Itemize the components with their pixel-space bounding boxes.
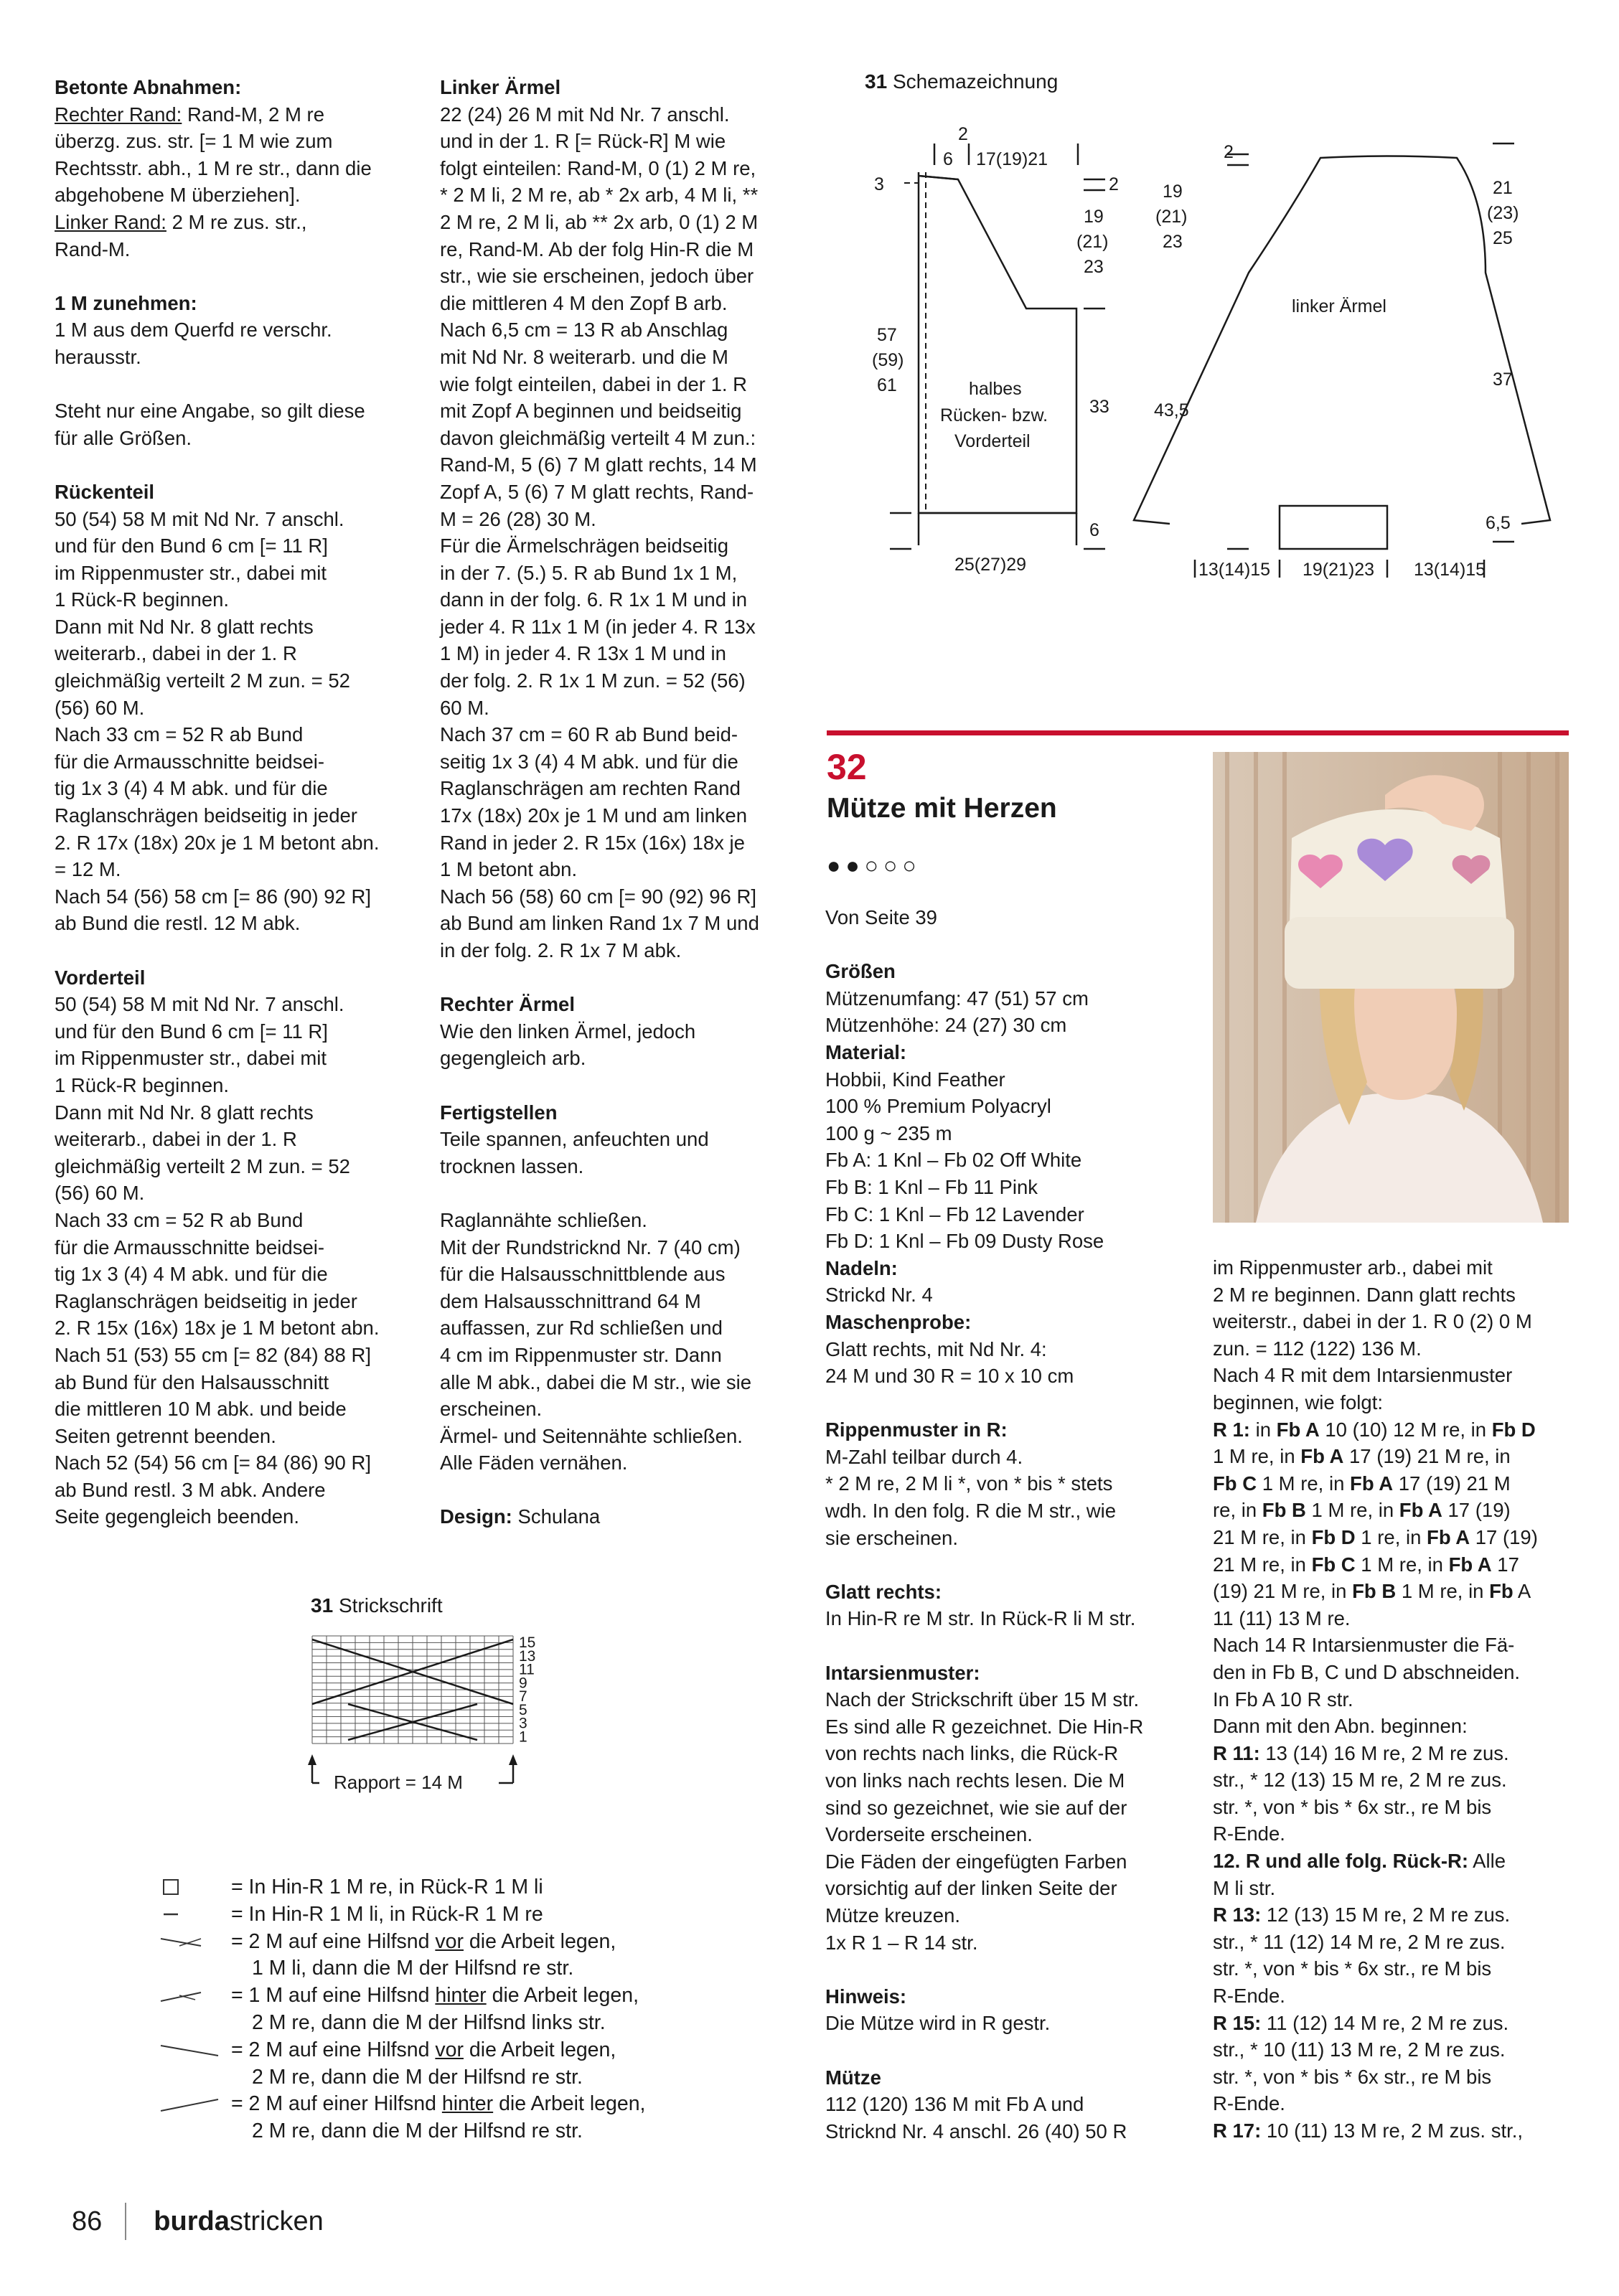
text-line bbox=[55, 451, 406, 479]
text-line bbox=[825, 1632, 1177, 1660]
text-line bbox=[825, 1956, 1177, 1983]
text-line: Die Fäden der eingefügten Farben bbox=[825, 1850, 1127, 1873]
text-line: Glatt rechts: bbox=[825, 1580, 942, 1603]
brand-rest: stricken bbox=[229, 2206, 324, 2236]
svg-text:halbes: halbes bbox=[969, 379, 1022, 399]
svg-text:2: 2 bbox=[958, 124, 968, 144]
text-line: 100 % Premium Polyacryl bbox=[825, 1095, 1051, 1118]
text-line: str., * 10 (11) 13 M re, 2 M re zus. bbox=[1213, 2038, 1506, 2061]
text-line: überzg. zus. str. [= 1 M wie zum bbox=[55, 130, 333, 153]
text-line: ab Bund restl. 3 M abk. Andere bbox=[55, 1478, 326, 1501]
svg-text:19: 19 bbox=[1084, 207, 1104, 227]
text-line: Linker Rand: 2 M re zus. str., bbox=[55, 210, 307, 233]
cross-back-1-2-icon bbox=[158, 1982, 222, 2009]
text-line: folgt einteilen: Rand-M, 0 (1) 2 M re, bbox=[440, 156, 756, 179]
text-line: 22 (24) 26 M mit Nd Nr. 7 anschl. bbox=[440, 103, 730, 126]
text-line: str. *, von * bis * 6x str., re M bis bbox=[1213, 1957, 1492, 1980]
text-line: mit Nd Nr. 8 weiterarb. und die M bbox=[440, 345, 728, 368]
svg-text:23: 23 bbox=[1084, 257, 1104, 277]
text-line: die mittleren 10 M abk. und beide bbox=[55, 1398, 347, 1421]
text-line: Maschenprobe: bbox=[825, 1310, 972, 1333]
text-line: Nach 37 cm = 60 R ab Bund beid- bbox=[440, 723, 738, 746]
text-line: dem Halsausschnittrand 64 M bbox=[440, 1289, 701, 1312]
text-line: davon gleichmäßig verteilt 4 M zun.: bbox=[440, 426, 756, 449]
svg-text:13(14)15: 13(14)15 bbox=[1414, 560, 1486, 580]
text-line: Mütze kreuzen. bbox=[825, 1904, 961, 1926]
svg-text:6: 6 bbox=[1089, 520, 1099, 540]
text-line: 2 M re, 2 M li, ab ** 2x arb, 0 (1) 2 M bbox=[440, 210, 759, 233]
legend-line: 2 M re, dann die M der Hilfsnd re str. bbox=[252, 2065, 583, 2089]
empty-dot-icon: ○ bbox=[902, 852, 921, 878]
text-line: Für die Ärmelschrägen beidseitig bbox=[440, 535, 728, 557]
text-line: Glatt rechts, mit Nd Nr. 4: bbox=[825, 1337, 1047, 1360]
svg-text:21: 21 bbox=[1493, 178, 1513, 198]
text-line: Intarsienmuster: bbox=[825, 1661, 980, 1684]
text-line: In Hin-R re M str. In Rück-R li M str. bbox=[825, 1607, 1136, 1630]
text-line: 1 M zunehmen: bbox=[55, 291, 197, 314]
section-number: 32 bbox=[827, 747, 867, 787]
text-line: = 12 M. bbox=[55, 858, 121, 881]
text-line: R-Ende. bbox=[1213, 1822, 1285, 1845]
text-line: Rand in jeder 2. R 15x (16x) 18x je bbox=[440, 831, 745, 854]
text-line: re, in Fb B 1 M re, in Fb A 17 (19) bbox=[1213, 1499, 1511, 1522]
text-line bbox=[825, 1390, 1177, 1417]
text-line: Seite gegengleich beenden. bbox=[55, 1505, 299, 1528]
text-line: Nach 33 cm = 52 R ab Bund bbox=[55, 723, 304, 746]
text-line bbox=[440, 1072, 792, 1099]
text-line: str., wie sie erscheinen, jedoch über bbox=[440, 265, 754, 288]
text-line: Fb C: 1 Knl – Fb 12 Lavender bbox=[825, 1203, 1084, 1225]
text-line: Nach 54 (56) 58 cm [= 86 (90) 92 R] bbox=[55, 885, 371, 908]
text-line: Nach 4 R mit dem Intarsienmuster bbox=[1213, 1364, 1513, 1387]
text-line: Steht nur eine Angabe, so gilt diese bbox=[55, 400, 365, 423]
text-line: 50 (54) 58 M mit Nd Nr. 7 anschl. bbox=[55, 507, 344, 530]
text-line: Mütze bbox=[825, 2066, 881, 2089]
legend-line: 1 M li, dann die M der Hilfsnd re str. bbox=[252, 1957, 574, 1980]
text-line: R-Ende. bbox=[1213, 2092, 1285, 2115]
page-number: 86 bbox=[72, 2206, 103, 2236]
text-line: dann in der folg. 6. R 1x 1 M und in bbox=[440, 588, 748, 611]
text-line: 1 M re, in Fb A 17 (19) 21 M re, in bbox=[1213, 1445, 1511, 1468]
text-line: tig 1x 3 (4) 4 M abk. und für die bbox=[55, 1263, 328, 1286]
svg-text:3: 3 bbox=[874, 174, 884, 194]
text-line: 11 (11) 13 M re. bbox=[1213, 1606, 1351, 1629]
text-line: R 1: in Fb A 10 (10) 12 M re, in Fb D bbox=[1213, 1418, 1536, 1441]
chart-row-label: 13 bbox=[519, 1647, 536, 1665]
text-line: Material: bbox=[825, 1040, 907, 1063]
text-line: M li str. bbox=[1213, 1876, 1276, 1899]
text-line: Nach 52 (54) 56 cm [= 84 (86) 90 R] bbox=[55, 1452, 371, 1474]
empty-dot-icon: ○ bbox=[883, 852, 903, 878]
text-line: Rand-M. bbox=[55, 237, 131, 260]
text-line: Nach 14 R Intarsienmuster die Fä- bbox=[1213, 1634, 1515, 1657]
chart-title: 31 Strickschrift bbox=[311, 1594, 443, 1617]
text-line: re, Rand-M. Ab der folg Hin-R die M bbox=[440, 237, 754, 260]
text-line: Teile spannen, anfeuchten und bbox=[440, 1128, 709, 1151]
svg-text:linker Ärmel: linker Ärmel bbox=[1292, 296, 1386, 316]
filled-dot-icon: ● bbox=[845, 852, 865, 878]
text-line: In Fb A 10 R str. bbox=[1213, 1688, 1353, 1711]
text-line: gleichmäßig verteilt 2 M zun. = 52 bbox=[55, 669, 350, 692]
text-line: Raglannähte schließen. bbox=[440, 1208, 647, 1231]
text-line: str., * 12 (13) 15 M re, 2 M re zus. bbox=[1213, 1769, 1507, 1792]
page-footer bbox=[72, 2203, 324, 2240]
svg-text:6: 6 bbox=[943, 149, 953, 169]
text-line: Rückenteil bbox=[55, 480, 155, 503]
text-line: 1 Rück-R beginnen. bbox=[55, 588, 230, 611]
text-line: str. *, von * bis * 6x str., re M bis bbox=[1213, 2065, 1492, 2088]
legend-line: 2 M re, dann die M der Hilfsnd re str. bbox=[252, 2119, 583, 2143]
cross-front-2-1-icon bbox=[158, 1929, 222, 1955]
text-line: 112 (120) 136 M mit Fb A und bbox=[825, 2093, 1084, 2116]
column-1 bbox=[55, 74, 406, 1530]
text-line: alle M abk., dabei die M str., wie sie bbox=[440, 1370, 752, 1393]
text-line: und für den Bund 6 cm [= 11 R] bbox=[55, 1020, 328, 1043]
text-line: in der 7. (5.) 5. R ab Bund 1x 1 M, bbox=[440, 561, 738, 584]
text-line bbox=[440, 1180, 792, 1207]
text-line: Alle Fäden vernähen. bbox=[440, 1452, 628, 1474]
filled-dot-icon: ● bbox=[827, 852, 846, 878]
svg-text:6,5: 6,5 bbox=[1486, 513, 1511, 533]
chart-row-label: 7 bbox=[519, 1688, 527, 1705]
text-line: 2. R 15x (16x) 18x je 1 M betont abn. bbox=[55, 1317, 380, 1340]
section-title: Mütze mit Herzen bbox=[827, 793, 1057, 824]
knitting-chart bbox=[305, 1625, 549, 1797]
svg-text:13(14)15: 13(14)15 bbox=[1198, 560, 1271, 580]
svg-text:61: 61 bbox=[877, 375, 897, 395]
text-line: R-Ende. bbox=[1213, 1985, 1285, 2008]
text-line: R 13: 12 (13) 15 M re, 2 M re zus. bbox=[1213, 1904, 1511, 1926]
svg-text:37: 37 bbox=[1493, 370, 1513, 390]
text-line: str. *, von * bis * 6x str., re M bis bbox=[1213, 1795, 1492, 1818]
svg-text:19: 19 bbox=[1163, 182, 1183, 202]
chart-row-label: 9 bbox=[519, 1675, 527, 1692]
text-line: Fb D: 1 Knl – Fb 09 Dusty Rose bbox=[825, 1230, 1104, 1253]
legend-line: = 2 M auf eine Hilfsnd vor die Arbeit legen, bbox=[158, 1929, 732, 1956]
text-line: den in Fb B, C und D abschneiden. bbox=[1213, 1660, 1521, 1683]
svg-text:2: 2 bbox=[1109, 174, 1119, 194]
svg-text:19(21)23: 19(21)23 bbox=[1303, 560, 1375, 580]
square-icon bbox=[158, 1874, 222, 1901]
text-line: R 17: 10 (11) 13 M re, 2 M zus. str., bbox=[1213, 2119, 1524, 2142]
chart-row-label: 5 bbox=[519, 1701, 527, 1718]
text-line: Fb C 1 M re, in Fb A 17 (19) 21 M bbox=[1213, 1472, 1511, 1495]
text-line: vorsichtig auf der linken Seite der bbox=[825, 1877, 1117, 1900]
text-line: Dann mit Nd Nr. 8 glatt rechts bbox=[55, 1101, 314, 1124]
text-line: Seiten getrennt beenden. bbox=[55, 1424, 276, 1447]
text-line: Mützenhöhe: 24 (27) 30 cm bbox=[825, 1014, 1067, 1037]
text-line: Nach 6,5 cm = 13 R ab Anschlag bbox=[440, 319, 728, 342]
text-line: M-Zahl teilbar durch 4. bbox=[825, 1445, 1023, 1468]
chart-row-label: 15 bbox=[519, 1634, 536, 1651]
svg-text:(23): (23) bbox=[1487, 203, 1519, 223]
svg-text:(59): (59) bbox=[872, 350, 904, 370]
text-line: ab Bund am linken Rand 1x 7 M und bbox=[440, 912, 759, 935]
text-line: in der folg. 2. R 1x 7 M abk. bbox=[440, 939, 682, 961]
svg-text:Vorderteil: Vorderteil bbox=[954, 431, 1031, 451]
text-line: 1 M betont abn. bbox=[440, 858, 578, 881]
text-line: Linker Ärmel bbox=[440, 76, 561, 98]
text-line: 12. R und alle folg. Rück-R: Alle bbox=[1213, 1850, 1506, 1873]
text-line: herausstr. bbox=[55, 345, 141, 368]
model-photo bbox=[1213, 752, 1569, 1223]
column-3 bbox=[825, 904, 1177, 2145]
text-line: 100 g ~ 235 m bbox=[825, 1121, 952, 1144]
text-line: 24 M und 30 R = 10 x 10 cm bbox=[825, 1365, 1074, 1388]
text-line: und in der 1. R [= Rück-R] M wie bbox=[440, 130, 726, 153]
legend-line: = 2 M auf einer Hilfsnd hinter die Arbeit legen, bbox=[158, 2091, 732, 2118]
text-line: 2 M re beginnen. Dann glatt rechts bbox=[1213, 1283, 1516, 1306]
text-line: von rechts nach links, die Rück-R bbox=[825, 1742, 1119, 1765]
column-4 bbox=[1213, 1254, 1572, 2145]
text-line: für alle Größen. bbox=[55, 426, 192, 449]
schema-drawing bbox=[861, 100, 1579, 617]
text-line: Zopf A, 5 (6) 7 M glatt rechts, Rand- bbox=[440, 480, 754, 503]
text-line: Größen bbox=[825, 960, 896, 983]
text-line: 4 cm im Rippenmuster str. Dann bbox=[440, 1343, 722, 1366]
text-line: Ärmel- und Seitennähte schließen. bbox=[440, 1424, 743, 1447]
text-line bbox=[55, 263, 406, 290]
text-line: Mit der Rundstricknd Nr. 7 (40 cm) bbox=[440, 1236, 741, 1258]
text-line: Fb A: 1 Knl – Fb 02 Off White bbox=[825, 1149, 1082, 1172]
cross-front-2-2-icon bbox=[158, 2037, 222, 2064]
text-line bbox=[825, 1551, 1177, 1578]
text-line: trocknen lassen. bbox=[440, 1154, 584, 1177]
text-line: Raglanschrägen beidseitig in jeder bbox=[55, 804, 357, 827]
text-line bbox=[825, 931, 1177, 959]
cross-back-2-2-icon bbox=[158, 2091, 222, 2117]
text-line: beginnen, wie folgt: bbox=[1213, 1391, 1383, 1413]
text-line: wdh. In den folg. R die M str., wie bbox=[825, 1500, 1117, 1523]
chart-row-label: 11 bbox=[519, 1661, 535, 1678]
text-line: gegengleich arb. bbox=[440, 1047, 586, 1070]
svg-text:43,5: 43,5 bbox=[1154, 400, 1189, 420]
text-line: str., * 11 (12) 14 M re, 2 M re zus. bbox=[1213, 1930, 1506, 1953]
text-line: von links nach rechts lesen. Die M bbox=[825, 1769, 1125, 1792]
svg-text:23: 23 bbox=[1163, 232, 1183, 252]
svg-text:33: 33 bbox=[1089, 397, 1109, 417]
section-divider bbox=[827, 730, 1569, 735]
text-line: Raglanschrägen am rechten Rand bbox=[440, 777, 741, 800]
svg-text:(21): (21) bbox=[1076, 232, 1109, 252]
schema-title: 31 Schemazeichnung bbox=[865, 70, 1059, 93]
text-line: Nach der Strickschrift über 15 M str. bbox=[825, 1688, 1140, 1711]
text-line: tig 1x 3 (4) 4 M abk. und für die bbox=[55, 777, 328, 800]
text-line: Vorderteil bbox=[55, 966, 146, 989]
text-line: 17x (18x) 20x je 1 M und am linken bbox=[440, 804, 747, 827]
text-line: Fertigstellen bbox=[440, 1101, 558, 1124]
legend-line: = In Hin-R 1 M re, in Rück-R 1 M li bbox=[158, 1874, 732, 1901]
text-line: sie erscheinen. bbox=[825, 1526, 958, 1549]
text-line: Hobbii, Kind Feather bbox=[825, 1068, 1005, 1091]
footer-divider bbox=[125, 2203, 126, 2240]
text-line: für die Armausschnitte beidsei- bbox=[55, 750, 325, 773]
text-line: weiterarb., dabei in der 1. R bbox=[55, 1128, 297, 1151]
text-line: (19) 21 M re, in Fb B 1 M re, in Fb A bbox=[1213, 1580, 1531, 1603]
text-line: 60 M. bbox=[440, 696, 489, 719]
text-line: Nach 51 (53) 55 cm [= 82 (84) 88 R] bbox=[55, 1343, 371, 1366]
text-line: R 15: 11 (12) 14 M re, 2 M re zus. bbox=[1213, 2011, 1509, 2034]
difficulty-rating bbox=[827, 852, 921, 879]
legend-line: = In Hin-R 1 M li, in Rück-R 1 M re bbox=[158, 1901, 732, 1929]
dash-icon bbox=[158, 1901, 222, 1928]
text-line: mit Zopf A beginnen und beidseitig bbox=[440, 400, 742, 423]
text-line: Design: Schulana bbox=[440, 1505, 601, 1528]
text-line: weiterstr., dabei in der 1. R 0 (2) 0 M bbox=[1213, 1310, 1532, 1333]
legend-line: 2 M re, dann die M der Hilfsnd links str. bbox=[252, 2010, 606, 2034]
text-line: (56) 60 M. bbox=[55, 1182, 145, 1205]
text-line: Nach 56 (58) 60 cm [= 90 (92) 96 R] bbox=[440, 885, 756, 908]
legend-line: = 2 M auf eine Hilfsnd vor die Arbeit legen, bbox=[158, 2037, 732, 2064]
brand-bold: burda bbox=[154, 2206, 230, 2236]
text-line: im Rippenmuster str., dabei mit bbox=[55, 1047, 327, 1070]
text-line: jeder 4. R 11x 1 M (in jeder 4. R 13x bbox=[440, 615, 756, 638]
svg-text:57: 57 bbox=[877, 325, 897, 345]
column-2 bbox=[440, 74, 792, 1530]
text-line: Hinweis: bbox=[825, 1985, 907, 2008]
text-line: der folg. 2. R 1x 1 M zun. = 52 (56) bbox=[440, 669, 746, 692]
text-line: Rechtsstr. abh., 1 M re str., dann die bbox=[55, 156, 372, 179]
svg-text:Rücken- bzw.: Rücken- bzw. bbox=[940, 405, 1048, 425]
text-line: ab Bund die restl. 12 M abk. bbox=[55, 912, 301, 935]
text-line: Dann mit den Abn. beginnen: bbox=[1213, 1715, 1468, 1738]
text-line: für die Halsausschnittblende aus bbox=[440, 1263, 726, 1286]
text-line: die mittleren 4 M den Zopf B arb. bbox=[440, 291, 728, 314]
text-line bbox=[55, 371, 406, 398]
text-line: 50 (54) 58 M mit Nd Nr. 7 anschl. bbox=[55, 993, 344, 1016]
text-line: Rippenmuster in R: bbox=[825, 1418, 1008, 1441]
text-line: M = 26 (28) 30 M. bbox=[440, 507, 596, 530]
text-line: * 2 M li, 2 M re, ab * 2x arb, 4 M li, ** bbox=[440, 184, 759, 207]
svg-text:Rapport = 14 M: Rapport = 14 M bbox=[334, 1772, 463, 1793]
text-line bbox=[55, 937, 406, 964]
text-line: weiterarb., dabei in der 1. R bbox=[55, 642, 297, 665]
text-line: Rand-M, 5 (6) 7 M glatt rechts, 14 M bbox=[440, 453, 757, 476]
text-line: ab Bund für den Halsausschnitt bbox=[55, 1370, 329, 1393]
text-line: R 11: 13 (14) 16 M re, 2 M re zus. bbox=[1213, 1741, 1509, 1764]
text-line: Betonte Abnahmen: bbox=[55, 76, 242, 98]
text-line: 2. R 17x (18x) 20x je 1 M betont abn. bbox=[55, 831, 380, 854]
text-line: sind so gezeichnet, wie sie auf der bbox=[825, 1796, 1127, 1819]
text-line: 1x R 1 – R 14 str. bbox=[825, 1931, 978, 1954]
text-line bbox=[440, 964, 792, 992]
text-line: (56) 60 M. bbox=[55, 696, 145, 719]
svg-text:(21): (21) bbox=[1155, 207, 1188, 227]
text-line: 1 M aus dem Querfd re verschr. bbox=[55, 319, 332, 342]
text-line: und für den Bund 6 cm [= 11 R] bbox=[55, 535, 328, 557]
text-line: Wie den linken Ärmel, jedoch bbox=[440, 1020, 696, 1043]
text-line: auffassen, zur Rd schließen und bbox=[440, 1317, 723, 1340]
legend-line: = 1 M auf eine Hilfsnd hinter die Arbeit legen, bbox=[158, 1982, 732, 2010]
svg-text:17(19)21: 17(19)21 bbox=[976, 149, 1048, 169]
text-line: seitig 1x 3 (4) 4 M abk. und für die bbox=[440, 750, 738, 773]
text-line: Dann mit Nd Nr. 8 glatt rechts bbox=[55, 615, 314, 638]
empty-dot-icon: ○ bbox=[864, 852, 883, 878]
text-line: Stricknd Nr. 4 anschl. 26 (40) 50 R bbox=[825, 2119, 1127, 2142]
text-line: Es sind alle R gezeichnet. Die Hin-R bbox=[825, 1715, 1144, 1738]
text-line: Rechter Rand: Rand-M, 2 M re bbox=[55, 103, 324, 126]
text-line: Vorderseite erscheinen. bbox=[825, 1823, 1033, 1846]
text-line: wie folgt einteilen, dabei in der 1. R bbox=[440, 372, 748, 395]
text-line: Von Seite 39 bbox=[825, 906, 937, 928]
text-line: zun. = 112 (122) 136 M. bbox=[1213, 1337, 1422, 1360]
chart-legend bbox=[158, 1874, 732, 2145]
text-line: abgehobene M überziehen]. bbox=[55, 184, 301, 207]
text-line: Nach 33 cm = 52 R ab Bund bbox=[55, 1208, 304, 1231]
text-line: für die Armausschnitte beidsei- bbox=[55, 1236, 325, 1258]
chart-row-label: 3 bbox=[519, 1715, 527, 1732]
text-line: Fb B: 1 Knl – Fb 11 Pink bbox=[825, 1175, 1038, 1198]
text-line: * 2 M re, 2 M li *, von * bis * stets bbox=[825, 1472, 1113, 1495]
text-line: im Rippenmuster str., dabei mit bbox=[55, 561, 327, 584]
text-line: Rechter Ärmel bbox=[440, 993, 575, 1016]
text-line: 21 M re, in Fb C 1 M re, in Fb A 17 bbox=[1213, 1553, 1519, 1576]
text-line: gleichmäßig verteilt 2 M zun. = 52 bbox=[55, 1154, 350, 1177]
text-line: Nadeln: bbox=[825, 1256, 898, 1279]
chart-row-label: 1 bbox=[519, 1728, 527, 1746]
text-line: Raglanschrägen beidseitig in jeder bbox=[55, 1289, 357, 1312]
text-line: im Rippenmuster arb., dabei mit bbox=[1213, 1256, 1493, 1279]
text-line: 1 Rück-R beginnen. bbox=[55, 1073, 230, 1096]
text-line: erscheinen. bbox=[440, 1398, 543, 1421]
text-line: 21 M re, in Fb D 1 re, in Fb A 17 (19) bbox=[1213, 1525, 1538, 1548]
text-line bbox=[440, 1477, 792, 1504]
text-line bbox=[825, 2037, 1177, 2064]
text-line: 1 M) in jeder 4. R 13x 1 M und in bbox=[440, 642, 726, 665]
svg-text:2: 2 bbox=[1224, 142, 1234, 162]
text-line: Die Mütze wird in R gestr. bbox=[825, 2012, 1051, 2035]
text-line: Mützenumfang: 47 (51) 57 cm bbox=[825, 987, 1089, 1010]
text-line: Strickd Nr. 4 bbox=[825, 1284, 933, 1307]
svg-text:25: 25 bbox=[1493, 228, 1513, 248]
svg-text:25(27)29: 25(27)29 bbox=[954, 555, 1027, 575]
